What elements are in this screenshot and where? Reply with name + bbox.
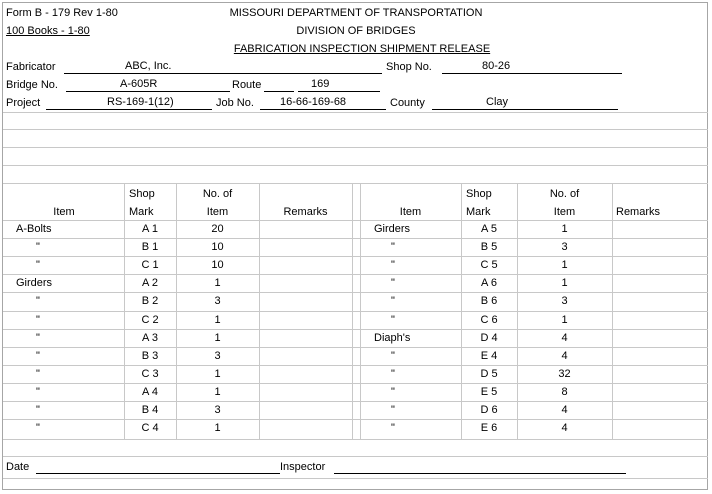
right-row-qty: 3 bbox=[561, 241, 568, 253]
left-row-mark: A 1 bbox=[142, 223, 158, 235]
fabricator-value: ABC, Inc. bbox=[125, 60, 172, 72]
right-row-item: " bbox=[391, 350, 395, 362]
right-row-mark: D 5 bbox=[480, 368, 498, 380]
grid-line bbox=[3, 112, 708, 113]
left-row-mark: A 3 bbox=[142, 332, 158, 344]
right-row-mark: B 5 bbox=[480, 241, 498, 253]
right-row-mark: B 6 bbox=[480, 295, 498, 307]
grid-line bbox=[3, 439, 708, 440]
row-separator bbox=[3, 329, 708, 330]
bridge-no-line bbox=[66, 91, 230, 92]
col-header-remarks-right: Remarks bbox=[616, 206, 661, 218]
fabricator-line bbox=[64, 73, 382, 74]
form-title: FABRICATION INSPECTION SHIPMENT RELEASE bbox=[233, 43, 491, 55]
shop-no-value: 80-26 bbox=[482, 60, 511, 72]
left-row-mark: B 4 bbox=[141, 404, 159, 416]
project-label: Project bbox=[6, 97, 41, 109]
left-row-qty: 1 bbox=[214, 332, 221, 344]
left-row-item: " bbox=[36, 368, 40, 380]
left-row-qty: 10 bbox=[211, 259, 224, 271]
left-row-mark: A 2 bbox=[142, 277, 158, 289]
right-row-mark: A 6 bbox=[481, 277, 497, 289]
books-note: 100 Books - 1-80 bbox=[6, 25, 90, 37]
left-row-mark: C 1 bbox=[141, 259, 159, 271]
right-row-mark: A 5 bbox=[481, 223, 497, 235]
form-number: Form B - 179 Rev 1-80 bbox=[6, 7, 118, 19]
right-row-item: " bbox=[391, 259, 395, 271]
right-row-item: " bbox=[391, 368, 395, 380]
col-header-item-left: Item bbox=[53, 206, 75, 218]
inspector-line bbox=[334, 473, 626, 474]
col-header-noof-right: No. of bbox=[549, 188, 580, 200]
left-row-mark: C 2 bbox=[141, 314, 159, 326]
job-no-value: 16-66-169-68 bbox=[280, 96, 347, 108]
county-label: County bbox=[390, 97, 425, 109]
right-row-mark: D 6 bbox=[480, 404, 498, 416]
left-row-qty: 3 bbox=[214, 295, 221, 307]
col-header-item-right: Item bbox=[399, 206, 422, 218]
left-row-qty: 1 bbox=[214, 386, 221, 398]
project-value: RS-169-1(12) bbox=[107, 96, 174, 108]
grid-line bbox=[3, 165, 708, 166]
left-row-qty: 1 bbox=[214, 422, 221, 434]
row-separator bbox=[3, 220, 708, 221]
left-row-item: Girders bbox=[16, 277, 53, 289]
bridge-no-label: Bridge No. bbox=[6, 79, 58, 91]
grid-line bbox=[3, 129, 708, 130]
col-header-item2-right: Item bbox=[553, 206, 576, 218]
row-separator bbox=[3, 274, 708, 275]
route-gap-line bbox=[264, 91, 294, 92]
job-no-line bbox=[260, 109, 386, 110]
left-row-mark: C 4 bbox=[141, 422, 159, 434]
left-row-mark: B 3 bbox=[141, 350, 159, 362]
row-separator bbox=[3, 292, 708, 293]
col-header-shop-left: Shop bbox=[129, 188, 155, 200]
col-header-noof-left: No. of bbox=[202, 188, 233, 200]
left-row-mark: B 2 bbox=[141, 295, 159, 307]
date-line bbox=[36, 473, 280, 474]
right-row-mark: E 4 bbox=[480, 350, 498, 362]
right-row-qty: 3 bbox=[561, 295, 568, 307]
col-header-shop-right: Shop bbox=[466, 188, 492, 200]
right-row-item: " bbox=[391, 386, 395, 398]
right-row-mark: D 4 bbox=[480, 332, 498, 344]
left-row-qty: 1 bbox=[214, 368, 221, 380]
right-row-qty: 1 bbox=[561, 259, 568, 271]
row-separator bbox=[3, 347, 708, 348]
project-line bbox=[46, 109, 212, 110]
grid-line bbox=[3, 456, 708, 457]
right-row-qty: 1 bbox=[561, 314, 568, 326]
col-header-remarks-left: Remarks bbox=[283, 206, 328, 218]
right-row-item: Girders bbox=[374, 223, 411, 235]
shop-no-line bbox=[442, 73, 622, 74]
left-row-mark: C 3 bbox=[141, 368, 159, 380]
right-row-qty: 4 bbox=[561, 332, 568, 344]
row-separator bbox=[3, 383, 708, 384]
left-row-qty: 20 bbox=[211, 223, 224, 235]
left-row-qty: 1 bbox=[214, 314, 221, 326]
col-header-mark-left: Mark bbox=[129, 206, 154, 218]
inspector-label: Inspector bbox=[280, 461, 326, 473]
left-row-item: A-Bolts bbox=[16, 223, 52, 235]
right-row-item: Diaph's bbox=[374, 332, 411, 344]
left-row-mark: A 4 bbox=[142, 386, 158, 398]
route-line bbox=[298, 91, 380, 92]
right-row-mark: E 6 bbox=[480, 422, 498, 434]
left-row-qty: 3 bbox=[214, 350, 221, 362]
right-row-qty: 1 bbox=[561, 277, 568, 289]
division-title: DIVISION OF BRIDGES bbox=[296, 25, 416, 37]
row-separator bbox=[3, 311, 708, 312]
left-row-item: " bbox=[36, 422, 40, 434]
row-separator bbox=[3, 238, 708, 239]
right-row-mark: E 5 bbox=[480, 386, 498, 398]
left-row-qty: 3 bbox=[214, 404, 221, 416]
left-row-item: " bbox=[36, 241, 40, 253]
bridge-no-value: A-605R bbox=[120, 78, 158, 90]
right-row-item: " bbox=[391, 422, 395, 434]
row-separator bbox=[3, 256, 708, 257]
row-separator bbox=[3, 419, 708, 420]
right-row-qty: 4 bbox=[561, 422, 568, 434]
left-row-item: " bbox=[36, 314, 40, 326]
left-row-item: " bbox=[36, 295, 40, 307]
left-row-qty: 10 bbox=[211, 241, 224, 253]
row-separator bbox=[3, 365, 708, 366]
right-row-item: " bbox=[391, 277, 395, 289]
right-row-item: " bbox=[391, 404, 395, 416]
right-row-qty: 1 bbox=[561, 223, 568, 235]
row-separator bbox=[3, 401, 708, 402]
right-row-qty: 4 bbox=[561, 350, 568, 362]
left-row-item: " bbox=[36, 404, 40, 416]
right-row-item: " bbox=[391, 314, 395, 326]
grid-line bbox=[3, 478, 708, 479]
date-label: Date bbox=[6, 461, 30, 473]
right-row-qty: 32 bbox=[558, 368, 571, 380]
county-line bbox=[432, 109, 618, 110]
job-no-label: Job No. bbox=[216, 97, 254, 109]
right-row-item: " bbox=[391, 295, 395, 307]
fabricator-label: Fabricator bbox=[6, 61, 56, 73]
county-value: Clay bbox=[486, 96, 509, 108]
right-row-mark: C 5 bbox=[480, 259, 498, 271]
left-row-qty: 1 bbox=[214, 277, 221, 289]
left-row-item: " bbox=[36, 386, 40, 398]
col-header-item2-left: Item bbox=[206, 206, 229, 218]
left-row-item: " bbox=[36, 332, 40, 344]
left-row-item: " bbox=[36, 259, 40, 271]
route-value: 169 bbox=[311, 78, 330, 90]
grid-line bbox=[3, 147, 708, 148]
right-row-qty: 4 bbox=[561, 404, 568, 416]
right-row-mark: C 6 bbox=[480, 314, 498, 326]
left-row-item: " bbox=[36, 350, 40, 362]
department-title: MISSOURI DEPARTMENT OF TRANSPORTATION bbox=[229, 7, 483, 19]
right-row-qty: 8 bbox=[561, 386, 568, 398]
right-row-item: " bbox=[391, 241, 395, 253]
grid-line bbox=[3, 183, 708, 184]
route-label: Route bbox=[232, 79, 262, 91]
shop-no-label: Shop No. bbox=[386, 61, 432, 73]
col-header-mark-right: Mark bbox=[466, 206, 491, 218]
left-row-mark: B 1 bbox=[141, 241, 159, 253]
